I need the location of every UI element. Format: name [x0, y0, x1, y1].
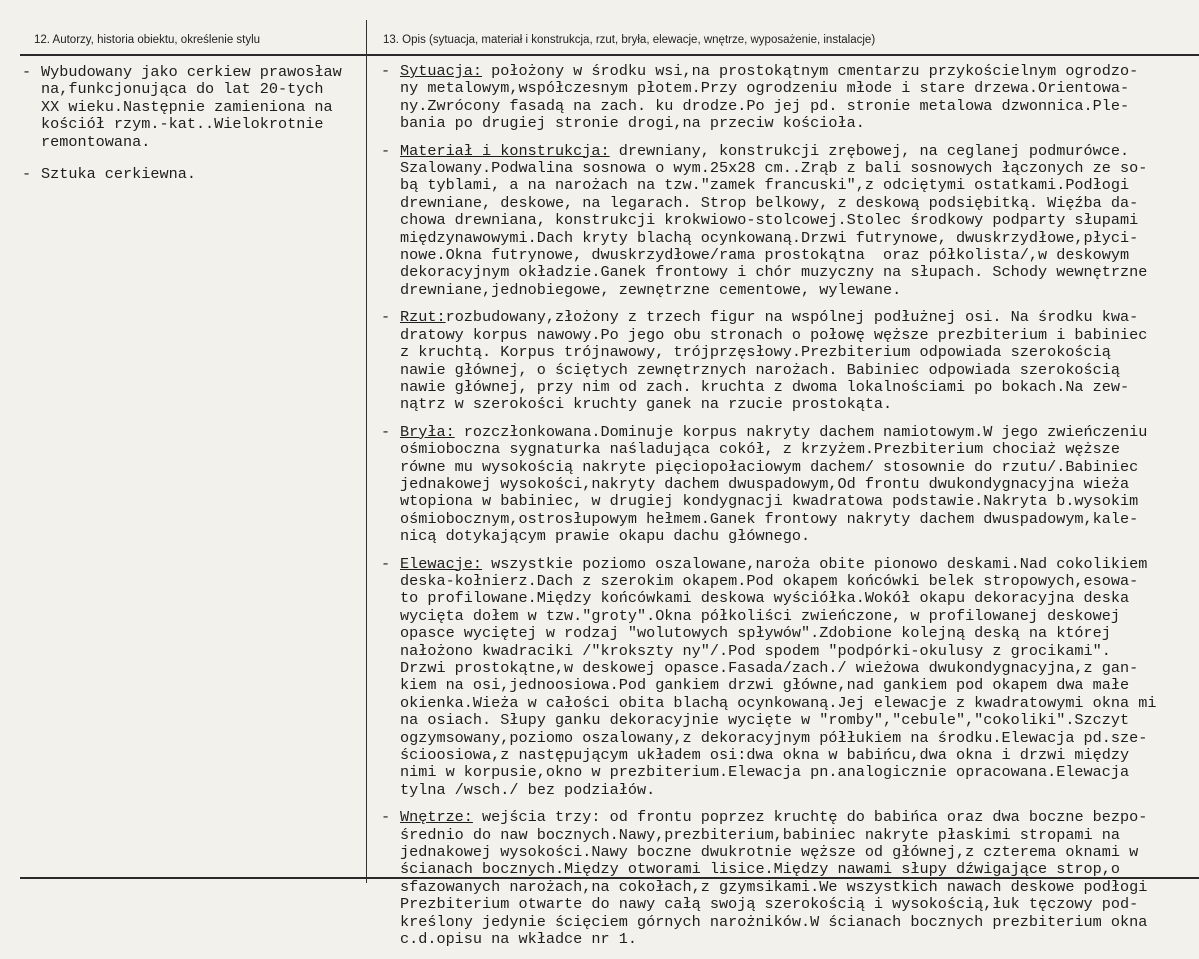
- text-line: nawie głównej, o ściętych zewnętrznych narożach. Babiniec odpowiada szerokością: [400, 360, 1121, 379]
- text-line: Wybudowany jako cerkiew prawosław: [41, 63, 342, 81]
- section-13-header: 13. Opis (sytuacja, materiał i konstrukcja, rzut, bryła, elewacje, wnętrze, wyposażenie, instalacje): [383, 34, 876, 46]
- text-line: ogzymsowany,poziomo oszalowany,z dekoracyjnym półłukiem na środku.Elewacja pd.sze-: [400, 728, 1148, 747]
- entry-dash: -: [381, 554, 391, 573]
- text-line: ośmiobocznym,ostrosłupowym hełmem.Ganek frontowy nakryty dachem dwuspadowym,kale-: [400, 509, 1139, 528]
- entry-dash: -: [381, 62, 391, 80]
- text-line: jednakowej wysokości.Nawy boczne dwukrotnie węższe od głównej,z czterema oknami w: [400, 843, 1139, 862]
- situation-entry: [381, 63, 1199, 133]
- text-line: nicą dotykającym prawie okapu dachu głównego.: [400, 527, 811, 546]
- text-line: sfazowanych narożach,na cokołach,z gzymsikami.We wszystkich nawach deskowe podłogi: [400, 877, 1148, 896]
- text-line: na,funkcjonująca do lat 20-tych: [41, 80, 324, 99]
- text-line: ośmioboczna sygnaturka naśladująca cokół, z krzyżem.Prezbiterium chociaż węższe: [400, 440, 1121, 459]
- entry-heading: Materiał i konstrukcja:: [400, 141, 610, 160]
- text-run: położony w środku wsi,na prostokątnym cmentarzu przykościelnym ogrodzo-: [482, 62, 1139, 80]
- material-construction-entry: [381, 143, 1199, 300]
- description-column: [381, 63, 1199, 959]
- text-line: XX wieku.Następnie zamieniona na: [41, 97, 333, 116]
- text-line: z kruchtą. Korpus trójnawowy, trójprzęsłowy.Prezbiterium odpowiada szerokością: [400, 343, 1111, 362]
- text-line: równe mu wysokością nakryte pięciopołaciowym dachem/ stosownie do rzutu/.Babiniec: [400, 457, 1139, 476]
- entry-dash: -: [22, 165, 32, 184]
- text-run: wszystkie poziomo oszalowane,naroża obite pionowo deskami.Nad cokolikiem: [482, 554, 1148, 573]
- text-run: rozczłonkowana.Dominuje korpus nakryty dachem namiotowym.W jego zwieńczeniu: [454, 422, 1148, 441]
- text-line: [400, 424, 1199, 441]
- text-line: [400, 556, 1199, 573]
- text-line: to profilowane.Między końcówkami deskowa wyściółka.Wokół okapu dekoracyjna deska: [400, 589, 1130, 608]
- entry-dash: -: [381, 308, 391, 327]
- text-line: c.d.opisu na wkładce nr 1.: [400, 930, 637, 949]
- entry-dash: -: [381, 422, 391, 441]
- text-line: drewniane, deskowe, na legarach. Strop belkowy, z deskową podsiębitką. Więźba da-: [400, 193, 1139, 212]
- text-run: rozbudowany,złożony z trzech figur na wspólnej podłużnej osi. Na środku kwa-: [445, 308, 1139, 327]
- entry-heading: Wnętrze:: [400, 808, 473, 827]
- text-line: średnio do naw bocznych.Nawy,prezbiterium,babiniec nakryte płaskimi stropami na: [400, 825, 1121, 844]
- text-line: nątrz w szerokości kruchty ganek na rzucie prostokąta.: [400, 395, 893, 414]
- text-line: remontowana.: [41, 132, 151, 151]
- text-line: kiem na osi,jednoosiowa.Pod gankiem drzwi główne,nad gankiem pod okapem dwa małe: [400, 676, 1130, 695]
- text-line: nawie głównej, przy nim od zach. kruchta z dwoma lokalnościami po bokach.Na zew-: [400, 377, 1130, 396]
- text-line: bania po drugiej stronie drogi,na przeciw kościoła.: [400, 114, 865, 133]
- text-line: nimi w korpusie,okno w prezbiterium.Elewacja pn.analogicznie opracowana.Elewacja: [400, 763, 1130, 782]
- style-entry: [22, 166, 362, 183]
- text-line: nałożono kwadraciki /"krokszty ny"/.Pod spodem "podpórki-okulusy z grocikami".: [400, 641, 1111, 660]
- text-line: Drzwi prostokątne,w deskowej opasce.Fasada/zach./ wieżowa dwukondygnacyjna,z gan-: [400, 659, 1139, 677]
- text-line: ny.Zwrócony fasadą na zach. ku drodze.Po jej pd. stronie metalowa dzwonnica.Ple-: [400, 96, 1130, 115]
- text-line: kreślony jedynie ścięciem górnych narożników.W ścianach bocznych prezbiterium okna: [400, 912, 1148, 931]
- text-line: deska-kołnierz.Dach z szerokim okapem.Pod okapem końcówki belek stropowych,esowa-: [400, 571, 1139, 590]
- text-run: wejścia trzy: od frontu poprzez kruchtę do babińca oraz dwa boczne bezpo-: [472, 808, 1148, 827]
- text-line: bą tyblami, a na narożach na tzw."zamek francuski",z odciętymi ostatkami.Podłogi: [400, 176, 1130, 195]
- entry-heading: Elewacje:: [400, 554, 483, 573]
- text-line: Sztuka cerkiewna.: [41, 165, 196, 184]
- text-line: dratowy korpus nawowy.Po jego obu stronach o połowę węższe prezbiterium i babiniec: [400, 325, 1148, 344]
- entry-dash: -: [381, 808, 391, 827]
- top-rule: [20, 54, 1199, 56]
- text-line: [400, 63, 1199, 80]
- column-divider: [366, 20, 367, 883]
- text-line: tylna /wsch./ bez podziałów.: [400, 780, 656, 799]
- entry-dash: -: [381, 141, 391, 160]
- text-line: nowe.Okna futrynowe, dwuskrzydłowe/rama prostokątna oraz półkolista/,w deskowym: [400, 246, 1130, 265]
- text-line: na osiach. Słupy ganku dekoracyjnie wycięte w "romby","cebule","cokoliki".Szczyt: [400, 711, 1130, 730]
- text-run: drewniany, konstrukcji zrębowej, na ceglanej podmurówce.: [609, 141, 1130, 160]
- entry-heading: Sytuacja:: [400, 62, 483, 80]
- text-line: [400, 809, 1199, 826]
- text-line: opasce wyciętej w rodzaj "wolutowych spływów".Zdobione kolejną deską na której: [400, 624, 1111, 643]
- text-line: drewniane,jednobiegowe, zewnętrzne cementowe, wylewane.: [400, 280, 902, 299]
- elevations-entry: [381, 556, 1199, 800]
- text-line: ścianach bocznych.Między otworami lisice.Między nawami słupy dźwigające strop,o: [400, 860, 1121, 879]
- text-line: okienka.Wieża w całości obita blachą ocynkowaną.Jej elewacje z kwadratowymi okna mi: [400, 693, 1157, 712]
- text-line: Prezbiterium otwarte do nawy całą swoją szerokością i wysokością,łuk tęczowy pod-: [400, 895, 1139, 914]
- text-line: Szalowany.Podwalina sosnowa o wym.25x28 cm..Zrąb z bali sosnowych łączonych ze so-: [400, 159, 1148, 178]
- entry-dash: -: [22, 63, 32, 81]
- interior-entry: [381, 809, 1199, 948]
- text-line: ny metalowym,współczesnym płotem.Przy ogrodzeniu młode i stare drzewa.Orientowa-: [400, 79, 1130, 98]
- history-column: [22, 64, 362, 198]
- text-line: wtopiona w babiniec, w drugiej kondygnacji kwadratowa podstawie.Nakryta b.wysokim: [400, 492, 1139, 511]
- section-12-header: 12. Autorzy, historia obiektu, określenie stylu: [34, 34, 261, 46]
- text-line: międzynawowymi.Dach kryty blachą ocynkowaną.Drzwi futrynowe, dwuskrzydłowe,płyci-: [400, 228, 1139, 247]
- text-line: wycięta dołem w tzw."groty".Okna półkoliści zwieńczone, w profilowanej deskowej: [400, 606, 1121, 625]
- text-line: [400, 309, 1199, 326]
- text-line: kościół rzym.-kat..Wielokrotnie: [41, 115, 324, 134]
- text-line: dekoracyjnym okładzie.Ganek frontowy i chór muzyczny na słupach. Schody wewnętrzne: [400, 263, 1148, 282]
- text-line: [400, 143, 1199, 160]
- massing-entry: [381, 424, 1199, 546]
- text-line: chowa drewniana, konstrukcji krokwiowo-stolcowej.Stolec środkowy podparty słupami: [400, 211, 1139, 230]
- plan-entry: [381, 309, 1199, 413]
- history-entry: [22, 64, 362, 151]
- entry-heading: Rzut:: [400, 308, 446, 327]
- text-line: ścioosiowa,z następującym układem osi:dwa okna w babińcu,dwa okna i drzwi między: [400, 746, 1130, 765]
- entry-heading: Bryła:: [400, 422, 455, 441]
- text-line: jednakowej wysokości,nakryty dachem dwuspadowym,Od frontu dwukondygnacyjna wieża: [400, 474, 1130, 493]
